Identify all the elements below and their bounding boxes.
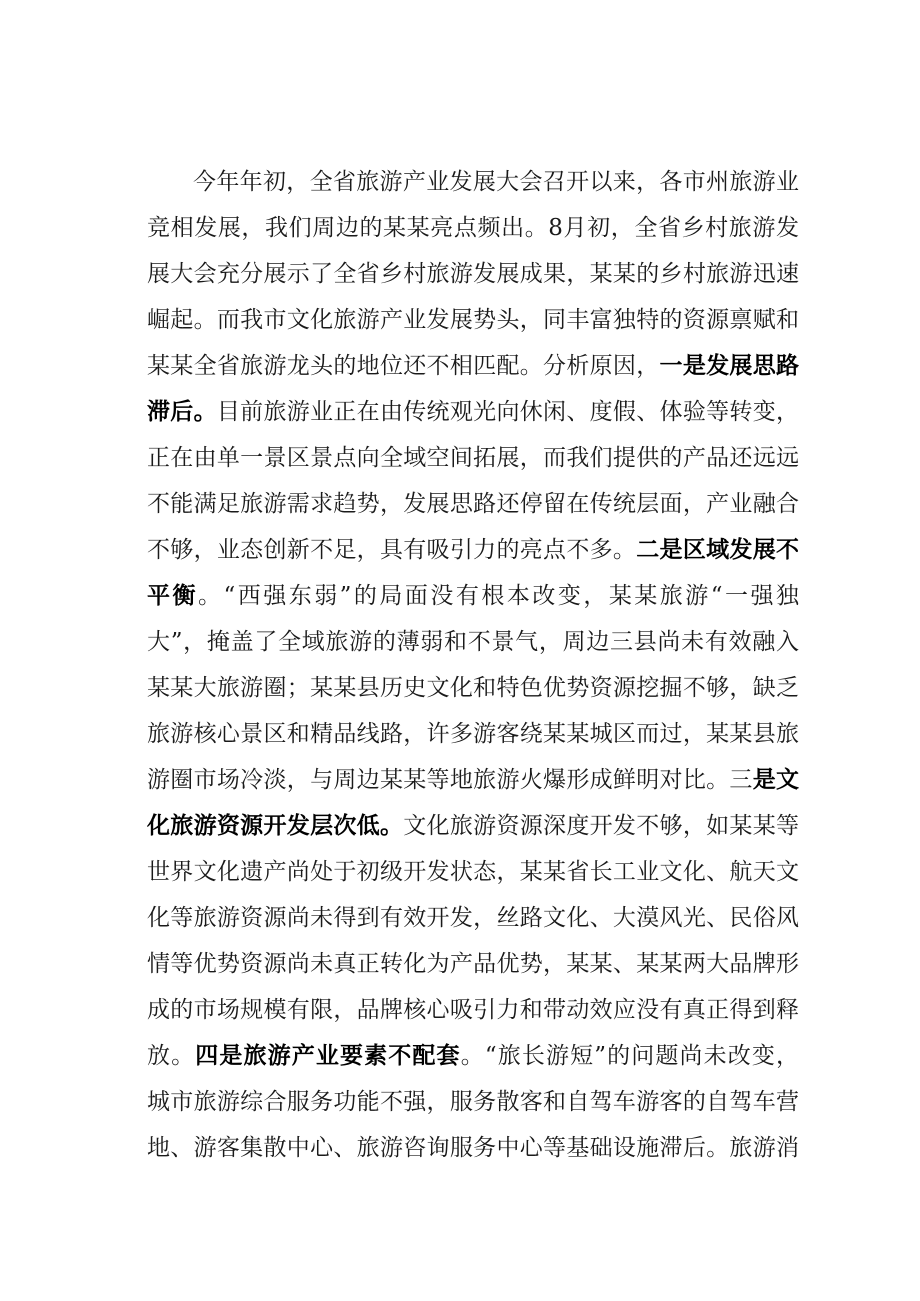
text-line [147,803,799,849]
body-text: 大”，掩盖了全域旅游的薄弱和不景气，周边三县尚未有效融入 [147,629,799,655]
bold-heading-text: 二是区域发展不 [636,537,799,563]
body-text: 展大会充分展示了全省乡村旅游发展成果，某某的乡村旅游迅速 [147,261,799,287]
body-text: 正在由单一景区景点向全域空间拓展，而我们提供的产品还远远 [147,445,799,471]
body-text: 今年年初，全省旅游产业发展大会召开以来，各市州旅游业 [193,169,799,195]
text-line [147,1033,799,1079]
text-line [147,849,799,895]
body-paragraph [147,159,799,1171]
body-text: 化等旅游资源尚未得到有效开发，丝路文化、大漠风光、民俗风 [147,905,799,931]
text-line [147,389,799,435]
text-line [147,527,799,573]
bold-heading-text: 滞后。 [147,399,217,425]
text-line [147,665,799,711]
text-line [147,757,799,803]
body-text: 崛起。而我市文化旅游产业发展势头，同丰富独特的资源禀赋和 [147,307,799,333]
body-text: 文化旅游资源深度开发不够，如某某等 [403,813,799,839]
bold-heading-text: 是文 [752,767,799,793]
body-text: 。“西强东弱”的局面没有根本改变，某某旅游“一强独 [197,583,799,609]
body-text: 城市旅游综合服务功能不强，服务散客和自驾车游客的自驾车营 [147,1089,799,1115]
body-text: 不够，业态创新不足，具有吸引力的亮点不多。 [147,537,637,563]
text-line [147,1079,799,1125]
text-line [147,987,799,1033]
bold-heading-text: 平衡 [147,583,198,609]
body-text: 某某大旅游圈；某某县历史文化和特色优势资源挖掘不够，缺乏 [147,675,799,701]
bold-heading-text: 一是发展思路 [659,353,799,379]
text-line [147,619,799,665]
body-text: 世界文化遗产尚处于初级开发状态，某某省长工业文化、航天文 [147,859,799,885]
text-line [147,435,799,481]
body-text: 地、游客集散中心、旅游咨询服务中心等基础设施滞后。旅游消 [147,1135,799,1161]
body-text: 目前旅游业正在由传统观光向休闲、度假、体验等转变， [216,399,799,425]
body-text: 旅游核心景区和精品线路，许多游客绕某某城区而过，某某县旅 [147,721,799,747]
bold-heading-text: 四是旅游产业要素不配套 [195,1043,461,1069]
text-line [147,1125,799,1171]
text-line [147,573,799,619]
bold-heading-text: 化旅游资源开发层次低。 [147,813,404,839]
text-line [147,481,799,527]
text-line [147,343,799,389]
body-text: 。“旅长游短”的问题尚未改变， [460,1043,799,1069]
text-line [147,205,799,251]
body-text: 某某全省旅游龙头的地位还不相匹配。分析原因， [147,353,660,379]
text-line [147,297,799,343]
text-line [147,941,799,987]
body-text: 游圈市场冷淡，与周边某某等地旅游火爆形成鲜明对比。三 [147,767,753,793]
body-text: 竞相发展，我们周边的某某亮点频出。8月初，全省乡村旅游发 [147,215,799,241]
text-line [147,711,799,757]
body-text: 成的市场规模有限，品牌核心吸引力和带动效应没有真正得到释 [147,997,799,1023]
text-line [147,895,799,941]
text-line [147,159,799,205]
body-text: 情等优势资源尚未真正转化为产品优势，某某、某某两大品牌形 [147,951,799,977]
body-text: 放。 [147,1043,196,1069]
text-line [147,251,799,297]
body-text: 不能满足旅游需求趋势，发展思路还停留在传统层面，产业融合 [147,491,799,517]
